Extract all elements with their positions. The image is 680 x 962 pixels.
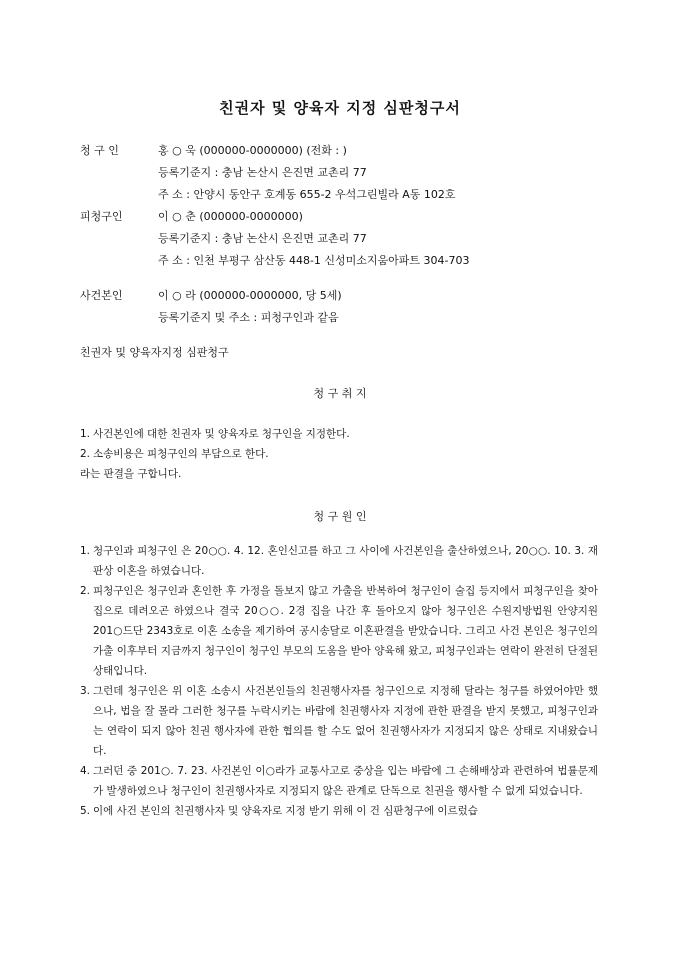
- cause-item: [80, 801, 598, 821]
- respondent-name: 이 ○ 춘 (000000-0000000): [158, 210, 303, 223]
- cause-item-number: 2.: [80, 585, 91, 597]
- cause-list: [80, 541, 598, 821]
- purpose-item-text: 사건본인에 대한 친권자 및 양육자로 청구인을 지정한다.: [93, 428, 350, 440]
- purpose-item-number: 1.: [80, 428, 91, 440]
- cause-item-text: 청구인과 피청구인 은 20○○. 4. 12. 혼인신고를 하고 그 사이에 사건본인을 출산하였으나, 20○○. 10. 3. 재판상 이혼을 하였습니다.: [93, 545, 598, 577]
- purpose-item: [80, 424, 598, 444]
- cause-item: [80, 681, 598, 761]
- purpose-item-text: 소송비용은 피청구인의 부담으로 한다.: [93, 448, 269, 460]
- petitioner-registry: 등록기준지 : 충남 논산시 은진면 교촌리 77: [158, 166, 367, 179]
- cause-item-number: 4.: [80, 765, 91, 777]
- cause-item: [80, 761, 598, 801]
- cause-item-number: 3.: [80, 685, 91, 697]
- respondent-registry: 등록기준지 : 충남 논산시 은진면 교촌리 77: [158, 232, 367, 245]
- cause-item-text: 이에 사건 본인의 친권행사자 및 양육자로 지정 받기 위해 이 건 심판청구에 이르렀습: [93, 805, 478, 817]
- petitioner-address: 주 소 : 안양시 동안구 호계동 655-2 우석그린빌라 A동 102호: [158, 188, 456, 201]
- cause-item-text: 그러던 중 201○. 7. 23. 사건본인 이○라가 교통사고로 중상을 입는 바람에 그 손해배상과 관련하여 법률문제가 발생하였으나 청구인이 친권행사자로 지정되지 않은 관계로 단독으로 친권을 행사할 수 없게 되었습니다.: [93, 765, 598, 797]
- subject-role-label: 사건본인: [80, 289, 123, 302]
- petitioner-name: 홍 ○ 욱 (000000-0000000) (전화 : ): [158, 144, 347, 157]
- purpose-item-number: 2.: [80, 448, 91, 460]
- cause-item-text: 피청구인은 청구인과 혼인한 후 가정을 돌보지 않고 가출을 반복하여 청구인이 술집 등지에서 피청구인을 찾아 집으로 데려오곤 하였으나 결국 20○○. 2경 집을 나간 후 돌아오지 않아 청구인은 수원지방법원 안양지원 201○드단 2343호로 이혼 소송을 제기하여 공시송달로 이혼판결을 받았습니다. 그리고 사건 본인은 청구인의 가출 이후부터 지금까지 청구인이 청구인 부모의 도움을 받아 양육해 왔고, 피청구인과는 연락이 완전히 단절된 상태입니다.: [93, 585, 598, 677]
- respondent-role-label: 피청구인: [80, 210, 123, 223]
- document-title: 친권자 및 양육자 지정 심판청구서: [219, 99, 461, 117]
- cause-item-number: 1.: [80, 545, 91, 557]
- purpose-closing: 라는 판결을 구합니다.: [80, 468, 182, 480]
- cause-item-text: 그런데 청구인은 위 이혼 소송시 사건본인들의 친권행사자를 청구인으로 지정해 달라는 청구를 하였어야만 했으나, 법을 잘 몰라 그러한 청구를 누락시키는 바람에 친권행사자 지정에 관한 판결을 받지 못했고, 피청구인과는 연락이 되지 않아 친권 행사자에 관한 협의를 할 수도 없어 친권행사자가 지정되지 않은 상태로 지내왔습니다.: [93, 685, 598, 757]
- subject-name: 이 ○ 라 (000000-0000000, 당 5세): [158, 289, 342, 302]
- purpose-list: [80, 424, 598, 484]
- petitioner-role-label: 청 구 인: [80, 144, 119, 157]
- cause-heading: 청 구 원 인: [313, 510, 367, 523]
- cause-item: [80, 541, 598, 581]
- subject-registry: 등록기준지 및 주소 : 피청구인과 같음: [158, 311, 339, 324]
- cause-item-number: 5.: [80, 805, 91, 817]
- respondent-address: 주 소 : 인천 부평구 삼산동 448-1 신성미소지움아파트 304-703: [158, 254, 470, 267]
- cause-item: [80, 581, 598, 681]
- purpose-heading: 청 구 취 지: [313, 387, 367, 400]
- purpose-item: [80, 444, 598, 464]
- case-title: 친권자 및 양육자지정 심판청구: [80, 346, 229, 359]
